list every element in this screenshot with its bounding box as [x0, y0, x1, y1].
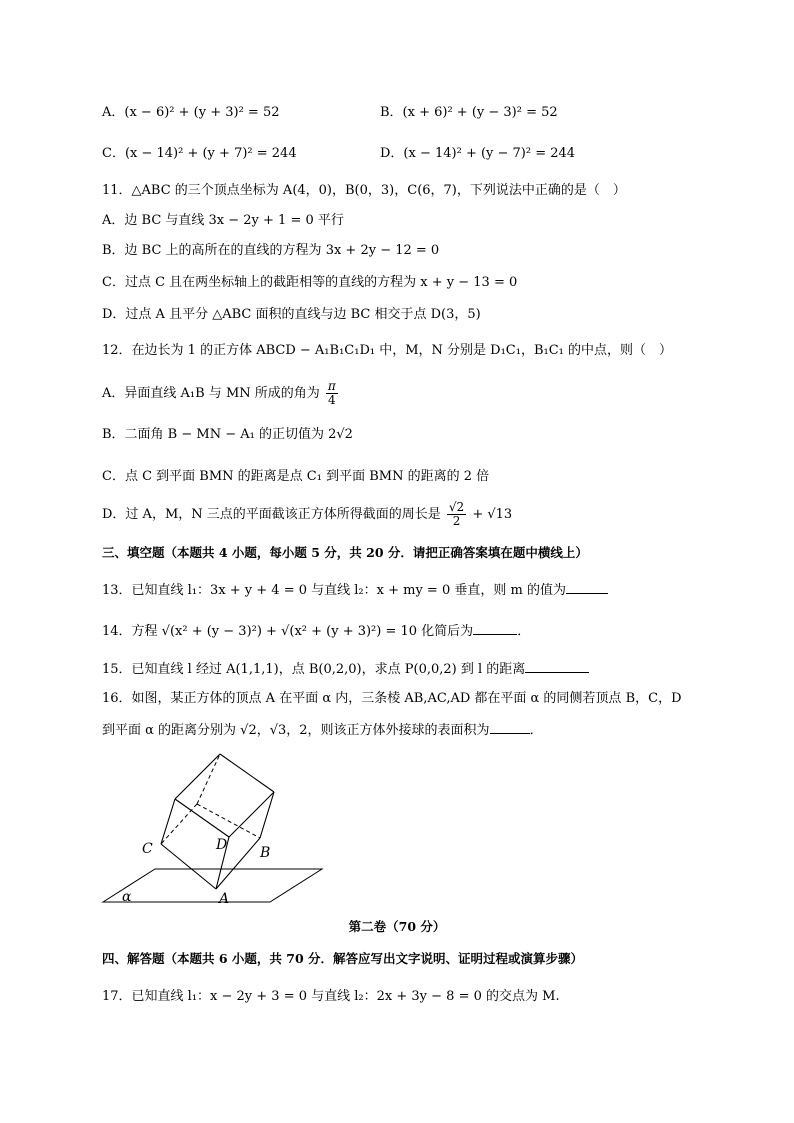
fraction-denominator: 4: [328, 393, 336, 407]
label-alpha: α: [122, 889, 132, 905]
section-3-title: 三、填空题（本题共 4 小题，每小题 5 分，共 20 分．请把正确答案填在题中横线上）: [102, 545, 588, 560]
q11-option-b: B．边 BC 上的高所在的直线的方程为 3x + 2y − 12 = 0: [102, 243, 440, 258]
fraction-numerator: π: [327, 379, 336, 393]
q12-option-c: C．点 C 到平面 BMN 的距离是点 C₁ 到平面 BMN 的距离的 2 倍: [102, 469, 490, 484]
q17: 17．已知直线 l₁：x − 2y + 3 = 0 与直线 l₂：2x + 3y − 8 = 0 的交点为 M.: [102, 989, 560, 1004]
q14: [102, 622, 530, 641]
answer-blank[interactable]: [490, 721, 530, 734]
q12-option-d: [102, 501, 512, 528]
q15: [102, 660, 589, 679]
q16-line-1: 16．如图，某正方体的顶点 A 在平面 α 内，三条棱 AB,AC,AD 都在平面 α 的同侧若顶点 B，C，D: [102, 691, 682, 706]
q16-end: ．: [529, 723, 543, 738]
label-b: B: [260, 845, 271, 861]
label-d: D: [216, 837, 228, 853]
q11-stem: 11．△ABC 的三个顶点坐标为 A(4，0)，B(0，3)，C(6，7)，下列说法中正确的是（ ）: [102, 183, 626, 198]
q12-option-d-text: D．过 A，M，N 三点的平面截该正方体所得截面的周长是: [102, 507, 441, 522]
section-4-title: 四、解答题（本题共 6 小题，共 70 分．解答应写出文字说明、证明过程或演算步骤）: [102, 951, 584, 966]
q10-option-c: C．(x − 14)² + (y + 7)² = 244: [102, 146, 297, 161]
fraction-denominator: 2: [452, 514, 461, 528]
q13: [102, 581, 608, 600]
q15-text: 15．已知直线 l 经过 A(1,1,1)，点 B(0,2,0)，求点 P(0,0,2) 到 l 的距离: [102, 662, 526, 677]
q13-text: 13．已知直线 l₁：3x + y + 4 = 0 与直线 l₂：x + my = 0 垂直，则 m 的值为: [102, 583, 566, 598]
q16-line-2: [102, 721, 543, 740]
q12-option-b: B．二面角 B − MN − A₁ 的正切值为 2√2: [102, 427, 353, 442]
q12-option-a-fraction: [326, 380, 338, 407]
q11-option-c: C．过点 C 且在两坐标轴上的截距相等的直线的方程为 x + y − 13 = 0: [102, 275, 518, 290]
label-c: C: [142, 841, 153, 857]
q14-end: ．: [517, 624, 531, 639]
q10-option-d: D．(x − 14)² + (y − 7)² = 244: [380, 146, 576, 161]
q12-stem: 12．在边长为 1 的正方体 ABCD − A₁B₁C₁D₁ 中，M，N 分别是 D₁C₁，B₁C₁ 的中点，则（ ）: [102, 343, 673, 358]
q11-option-d: D．过点 A 且平分 △ABC 面积的直线与边 BC 相交于点 D(3，5): [102, 307, 481, 322]
q14-text: 14．方程 √(x² + (y − 3)²) + √(x² + (y + 3)²) = 10 化简后为: [102, 624, 474, 639]
q10-option-b: B．(x + 6)² + (y − 3)² = 52: [380, 105, 558, 120]
label-a: A: [219, 891, 230, 907]
q12-option-a-text: A．异面直线 A₁B 与 MN 所成的角为: [102, 386, 320, 401]
q12-option-d-tail: + √13: [472, 507, 513, 522]
fraction-numerator: √2: [448, 500, 465, 514]
q12-option-d-fraction: [447, 501, 466, 528]
answer-blank[interactable]: [566, 581, 608, 594]
q12-option-a: [102, 380, 340, 407]
cube-on-plane-figure: [100, 750, 340, 910]
q11-option-a: A．边 BC 与直线 3x − 2y + 1 = 0 平行: [102, 213, 344, 228]
part-2-title: 第二卷（70 分）: [348, 919, 446, 934]
answer-blank[interactable]: [525, 660, 589, 673]
answer-blank[interactable]: [473, 622, 517, 635]
q16-text: 到平面 α 的距离分别为 √2，√3，2，则该正方体外接球的表面积为: [102, 723, 490, 738]
q10-option-a: A．(x − 6)² + (y + 3)² = 52: [102, 105, 280, 120]
